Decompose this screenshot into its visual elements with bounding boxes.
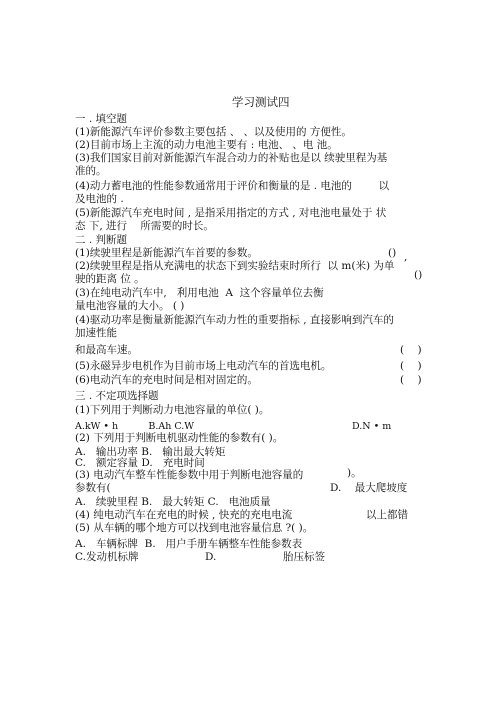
section-true-false-heading: 二 . 判断题 <box>75 234 128 246</box>
true-false-q1-answer-mark: () <box>388 247 397 259</box>
multiple-choice-q3-line1: (3) 电动汽车整车性能参数中用于判断电池容量的 <box>75 469 304 481</box>
multiple-choice-q5: (5) 从车辆的哪个地方可以找到电池容量信息 ?( )。 <box>75 522 314 534</box>
true-false-q3-line1: (3)在纯电动汽车中, 利用电池 A 这个容量单位去衡 <box>75 287 324 299</box>
fill-blank-q5-line2: 态 下, 进行 所需要的时长。 <box>75 220 214 232</box>
true-false-q1-comma: , <box>404 251 408 263</box>
true-false-q4-answer-mark: ( ) <box>400 344 422 356</box>
true-false-q6: (6)电动汽车的充电时间是相对固定的。 <box>75 374 258 386</box>
fill-blank-q1: (1)新能源汽车评价参数主要包括 、 、以及使用的 方便性。 <box>75 126 352 138</box>
true-false-q5-answer-mark: ( ) <box>400 360 422 372</box>
multiple-choice-q1: (1)下列用于判断动力电池容量的单位( )。 <box>75 404 270 416</box>
fill-blank-q2: (2)目前市场上主流的动力电池主要有 : 电池、 、电 池。 <box>75 139 338 151</box>
multiple-choice-q1-option-d: D.N • m <box>352 421 392 432</box>
true-false-q4-line1: (4)驱动功率是衡量新能源汽车动力性的重要指标 , 直接影响到汽车的 <box>75 314 394 326</box>
multiple-choice-q2: (2) 下列用于判断电机驱动性能的参数有( )。 <box>75 432 284 444</box>
multiple-choice-q3-line2: 参数有( <box>75 482 111 494</box>
true-false-q2-line2: 驶的距离 位 。 <box>75 273 145 285</box>
true-false-q6-answer-mark: ( ) <box>400 374 422 386</box>
section-fill-blank-heading: 一 . 填空题 <box>75 113 128 125</box>
true-false-q2-answer-mark: () <box>414 269 423 281</box>
multiple-choice-q2-options-c-d: C. 额定容量 D. 充电时间 <box>75 457 205 469</box>
section-multiple-choice-heading: 三 . 不定项选择题 <box>75 390 159 402</box>
true-false-q2-line1: (2)续驶里程是指从充满电的状态下到实验结束时所行 以 m(米) 为单 <box>75 260 395 272</box>
multiple-choice-q5-option-d: D. <box>205 551 217 563</box>
fill-blank-q4-line1: (4)动力蓄电池的性能参数通常用于评价和衡量的是 . 电池的 以 <box>75 180 390 192</box>
multiple-choice-q4-option-tail: 以上都错 <box>366 509 408 521</box>
multiple-choice-q5-option-d-text: 胎压标签 <box>283 551 325 563</box>
multiple-choice-q4: (4) 纯电动汽车在充电的时候 , 快充的充电电流 <box>75 509 293 521</box>
multiple-choice-q2-options-a-b: A. 输出功率 B. 输出最大转矩 <box>75 446 226 458</box>
fill-blank-q5-line1: (5)新能源汽车充电时间 , 是指采用指定的方式 , 对电池电量处于 状 <box>75 207 387 219</box>
fill-blank-q3-line1: (3)我们国家目前对新能源汽车混合动力的补贴也是以 续驶里程为基 <box>75 152 388 164</box>
true-false-q4-line2: 加速性能 <box>75 327 117 339</box>
multiple-choice-q3-closing-paren: )。 <box>347 467 362 479</box>
true-false-q3-line2: 量电池容量的大小。 ( ) <box>75 300 185 312</box>
true-false-q5: (5)永磁异步电机作为目前市场上电动汽车的首选电机。 <box>75 360 332 372</box>
true-false-q4-line3: 和最高车速。 <box>75 344 138 356</box>
true-false-q1: (1)续驶里程是新能源汽车首要的参数。 <box>75 247 258 259</box>
fill-blank-q4-line2: 及电池的 . <box>75 193 124 205</box>
multiple-choice-q5-options-a-b: A. 车辆标牌 B. 用户手册车辆整车性能参数表 <box>75 538 303 550</box>
fill-blank-q3-line2: 准的。 <box>75 165 107 177</box>
multiple-choice-q3-options-a-c: A. 续驶里程 B. 最大转矩 C. 电池质量 <box>75 496 271 508</box>
multiple-choice-q1-options-a-c: A.kW • h B.Ah C.W <box>75 421 195 432</box>
multiple-choice-q3-option-d: D. 最大爬坡度 <box>330 482 408 494</box>
page-title: 学习测试四 <box>232 95 290 109</box>
multiple-choice-q5-option-c: C.发动机标牌 <box>75 551 139 563</box>
